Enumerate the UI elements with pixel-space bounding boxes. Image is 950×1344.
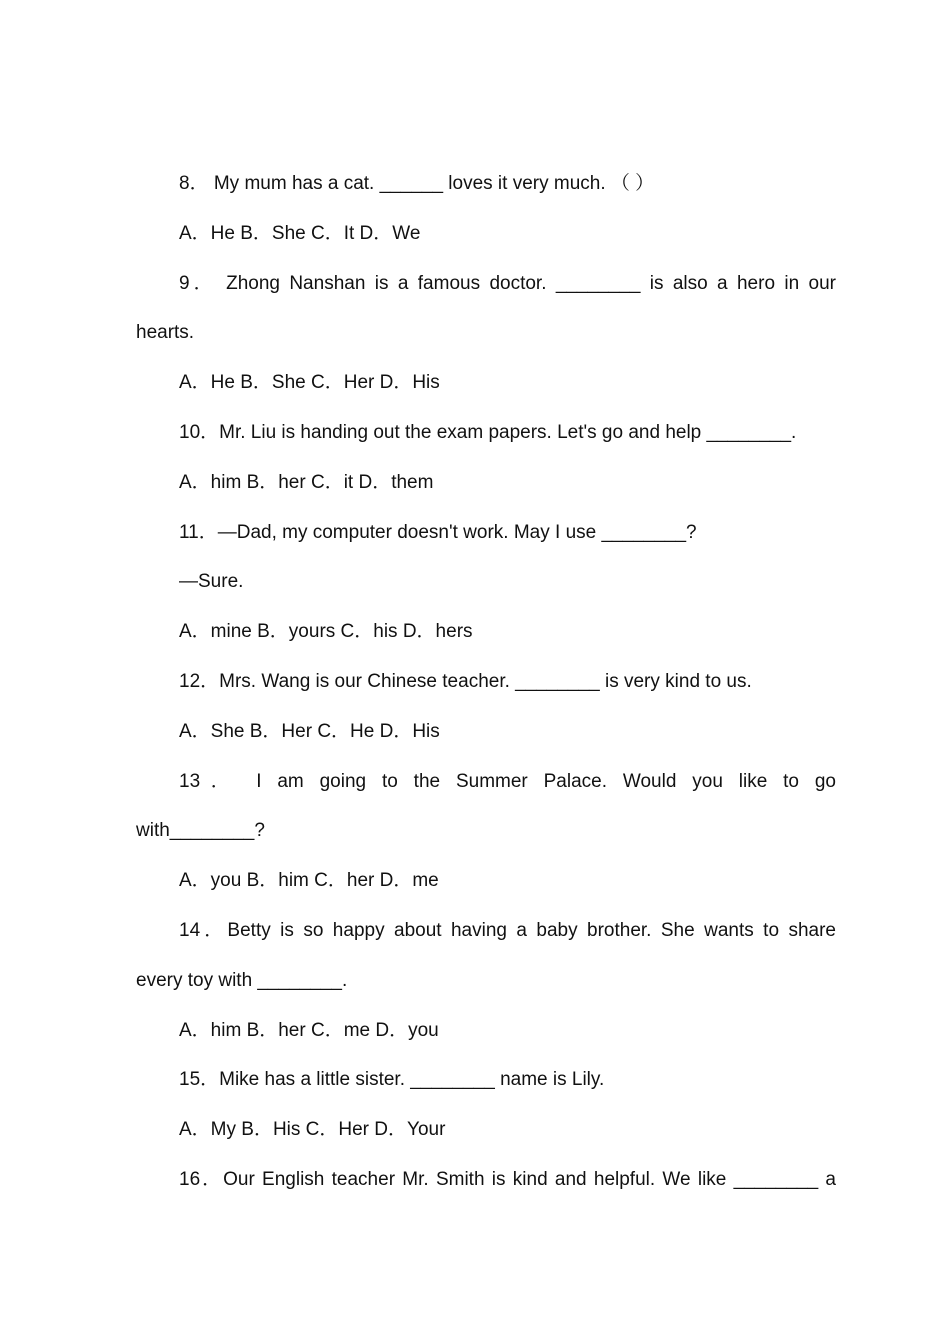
- question-8-options: A．He B．She C．It D．We: [179, 222, 421, 244]
- question-11-stem: 11．—Dad, my computer doesn't work. May I use ________?: [179, 521, 697, 543]
- question-15-stem: 15．Mike has a little sister. ________ name is Lily.: [179, 1069, 605, 1091]
- question-14-stem: 14．Betty is so happy about having a baby brother. She wants to share: [179, 919, 836, 941]
- question-12-stem: 12．Mrs. Wang is our Chinese teacher. ________ is very kind to us.: [179, 670, 752, 692]
- question-15-options: A．My B．His C．Her D．Your: [179, 1119, 446, 1141]
- question-13-options: A．you B．him C．her D．me: [179, 870, 439, 892]
- question-16-stem: 16．Our English teacher Mr. Smith is kind and helpful. We like ________ a: [179, 1168, 836, 1190]
- question-13-stem-continued: with________?: [136, 820, 265, 842]
- question-13-stem: 13． I am going to the Summer Palace. Would you like to go: [179, 770, 836, 792]
- question-11-reply: —Sure.: [179, 571, 244, 593]
- question-8-stem: 8． My mum has a cat. ______ loves it very much. （ ）: [179, 173, 655, 194]
- question-10-stem: 10．Mr. Liu is handing out the exam papers. Let's go and help ________.: [179, 421, 797, 443]
- question-9-stem-continued: hearts.: [136, 322, 195, 344]
- question-9-options: A．He B．She C．Her D．His: [179, 372, 440, 394]
- question-11-options: A．mine B．yours C．his D．hers: [179, 621, 473, 643]
- question-9-stem: 9． Zhong Nanshan is a famous doctor. ________ is also a hero in our: [179, 272, 836, 294]
- question-12-options: A．She B．Her C．He D．His: [179, 720, 440, 742]
- question-14-options: A．him B．her C．me D．you: [179, 1019, 439, 1041]
- question-list: [136, 159, 836, 1205]
- question-14-stem-continued: every toy with ________.: [136, 969, 348, 991]
- question-10-options: A．him B．her C．it D．them: [179, 471, 434, 493]
